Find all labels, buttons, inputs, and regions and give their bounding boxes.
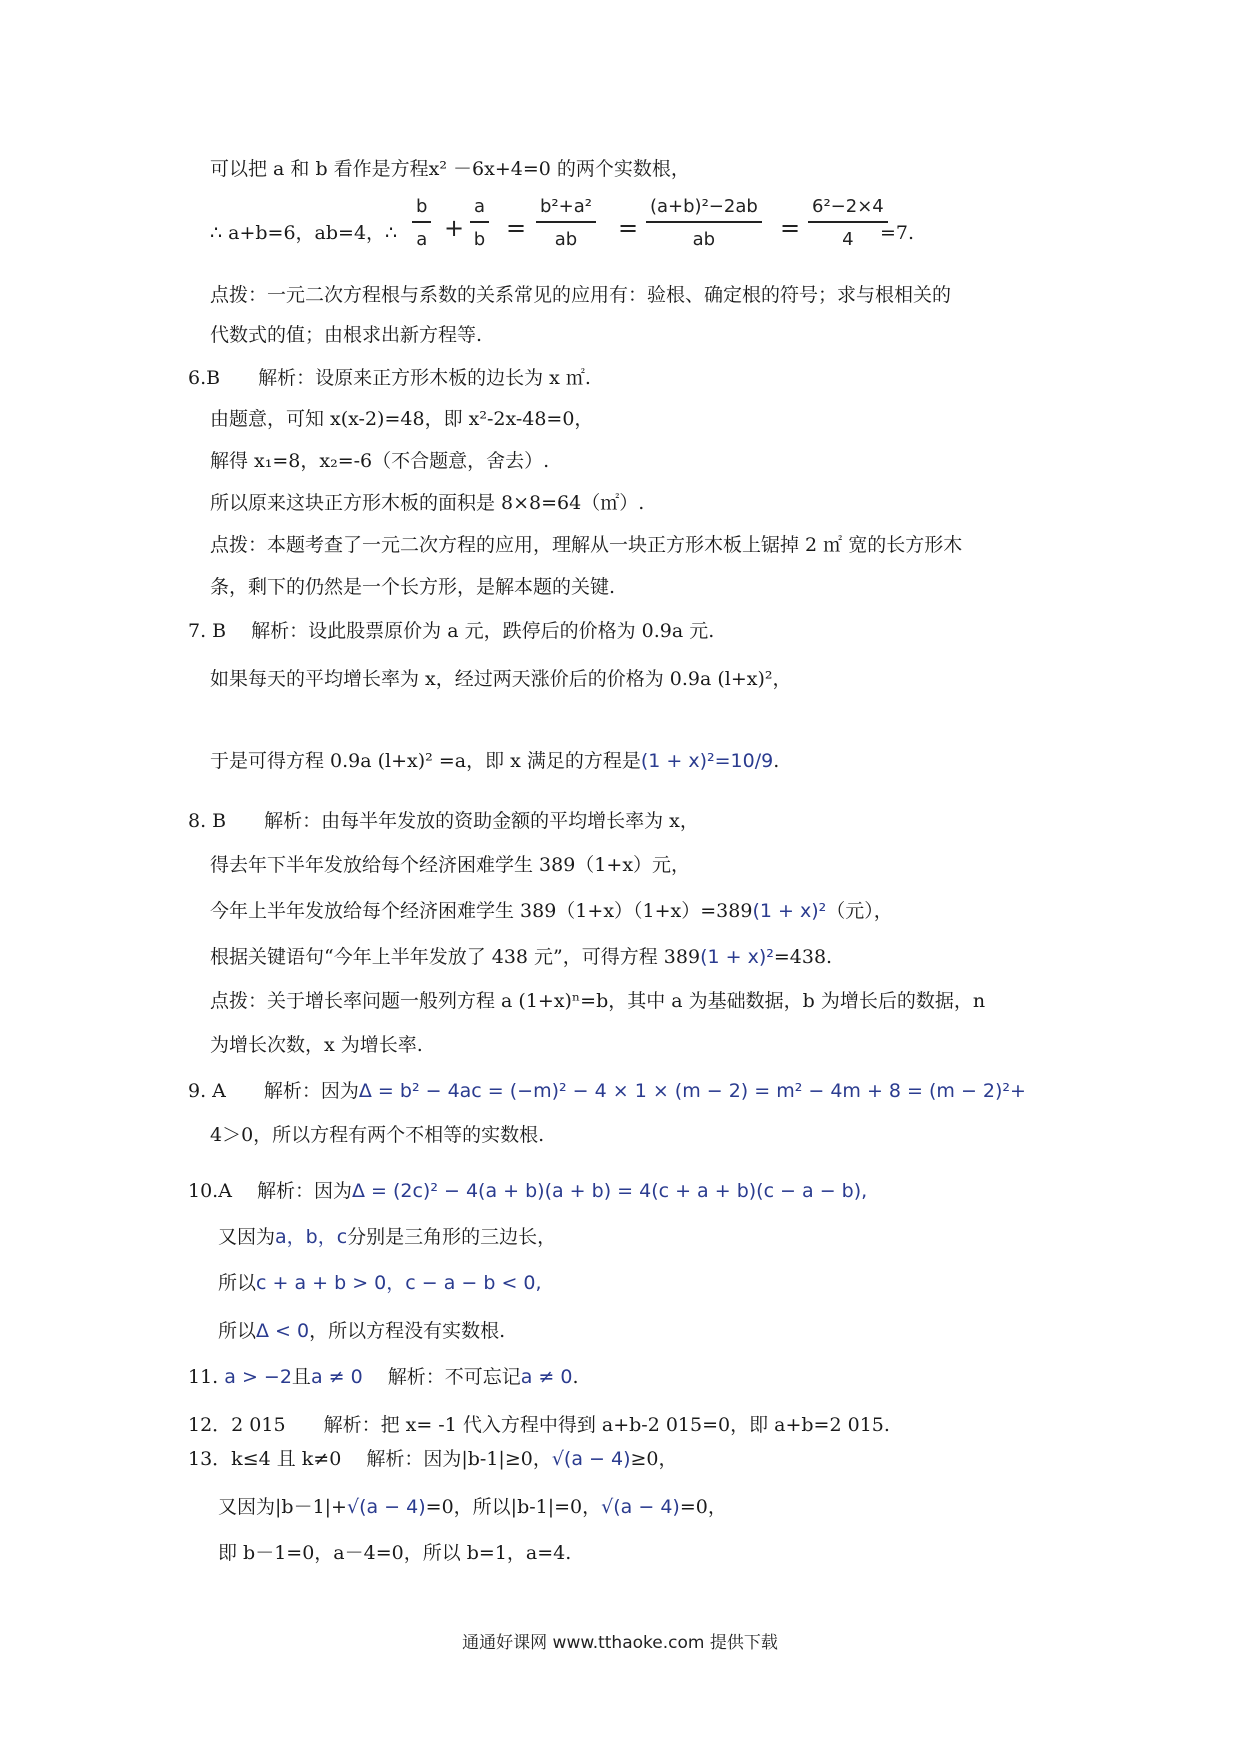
text-line: 为增长次数，x 为增长率. bbox=[210, 1034, 423, 1056]
operator: = bbox=[780, 214, 801, 242]
fraction bbox=[808, 196, 888, 250]
text-segment: 又因为|b－1|+ bbox=[218, 1496, 347, 1518]
text-line: 12．2 015 解析：把 x= -1 代入方程中得到 a+b-2 015=0，即 a+b=2 015. bbox=[188, 1414, 890, 1436]
text-segment: 9. A 解析：因为 bbox=[188, 1080, 359, 1102]
text-segment: =438. bbox=[773, 946, 833, 968]
denominator: a bbox=[416, 229, 428, 250]
numerator: (a+b)²−2ab bbox=[646, 196, 762, 223]
text-segment: 又因为 bbox=[218, 1226, 276, 1248]
text-segment: 13．k≤4 且 k≠0 解析：因为|b-1|≥0， bbox=[188, 1448, 552, 1470]
math-expression: (1 + x)²=10/9 bbox=[640, 750, 774, 772]
numerator: b²+a² bbox=[536, 196, 596, 223]
text-segment: =0，所以|b-1|=0， bbox=[425, 1496, 602, 1518]
math-expression: Δ < 0 bbox=[256, 1320, 310, 1342]
denominator: 4 bbox=[842, 229, 854, 250]
text-segment: 今年上半年发放给每个经济困难学生 389（1+x）（1+x）=389 bbox=[210, 900, 753, 922]
numerator: b bbox=[412, 196, 431, 223]
math-expression: √(a − 4) bbox=[601, 1496, 680, 1518]
text-line: 6.B 解析：设原来正方形木板的边长为 x ㎡. bbox=[188, 367, 591, 389]
text-line: 点拨：一元二次方程根与系数的关系常见的应用有：验根、确定根的符号；求与根相关的 bbox=[210, 284, 952, 306]
text-line: 点拨：关于增长率问题一般列方程 a (1+x)ⁿ=b，其中 a 为基础数据，b 为增长后的数据，n bbox=[210, 990, 986, 1012]
text-line: 由题意，可知 x(x-2)=48，即 x²-2x-48=0， bbox=[210, 408, 594, 430]
fraction bbox=[412, 196, 431, 250]
text-line bbox=[210, 898, 893, 924]
text-segment: ≥0， bbox=[630, 1448, 678, 1470]
text-line: 所以原来这块正方形木板的面积是 8×8=64（㎡）. bbox=[210, 492, 645, 514]
numerator: 6²−2×4 bbox=[808, 196, 888, 223]
text-line: 8. B 解析：由每半年发放的资助金额的平均增长率为 x， bbox=[188, 810, 699, 832]
text-line: 条，剩下的仍然是一个长方形，是解本题的关键. bbox=[210, 576, 616, 598]
denominator: b bbox=[473, 229, 486, 250]
text-line: 得去年下半年发放给每个经济困难学生 389（1+x）元， bbox=[210, 854, 691, 876]
operator: = bbox=[506, 214, 527, 242]
text-line bbox=[210, 944, 832, 970]
math-expression: (1 + x)² bbox=[700, 946, 774, 968]
text-line bbox=[218, 1270, 542, 1296]
text-line: 点拨：本题考查了一元二次方程的应用，理解从一块正方形木板上锯掉 2 ㎡ 宽的长方形木 bbox=[210, 534, 963, 556]
text-line bbox=[188, 1078, 1026, 1104]
text-segment: =0， bbox=[679, 1496, 727, 1518]
fraction bbox=[470, 196, 489, 250]
text-segment: 根据关键语句“今年上半年发放了 438 元”，可得方程 389 bbox=[210, 946, 701, 968]
text-line bbox=[188, 1446, 678, 1472]
text-line bbox=[210, 748, 779, 774]
text-segment: . bbox=[773, 750, 780, 772]
text-segment: ，所以方程没有实数根. bbox=[309, 1320, 506, 1342]
math-expression: a ≠ 0 bbox=[520, 1366, 573, 1388]
text-line bbox=[218, 1494, 727, 1520]
text-segment: 所以 bbox=[218, 1272, 257, 1294]
text-segment: . bbox=[572, 1366, 579, 1388]
text-line: 7. B 解析：设此股票原价为 a 元，跌停后的价格为 0.9a 元. bbox=[188, 620, 715, 642]
math-expression: Δ = (2c)² − 4(a + b)(a + b) = 4(c + a + b)(c − a − b), bbox=[351, 1180, 868, 1202]
math-expression: Δ = b² − 4ac = (−m)² − 4 × 1 × (m − 2) = m² − 4m + 8 = (m − 2)²+ bbox=[358, 1080, 1026, 1102]
numerator: a bbox=[470, 196, 489, 223]
text-line: 4＞0，所以方程有两个不相等的实数根. bbox=[210, 1124, 545, 1146]
text-line: 解得 x₁=8，x₂=-6（不合题意，舍去）. bbox=[210, 450, 550, 472]
denominator: ab bbox=[554, 229, 578, 250]
math-expression: √(a − 4) bbox=[346, 1496, 426, 1518]
text-line: 可以把 a 和 b 看作是方程x² －6x+4=0 的两个实数根， bbox=[210, 158, 690, 180]
text-line bbox=[188, 1364, 579, 1390]
math-expression: (1 + x)² bbox=[752, 900, 827, 922]
text-segment: 所以 bbox=[218, 1320, 257, 1342]
text-segment: 且 bbox=[291, 1366, 311, 1388]
math-expression: a，b，c bbox=[275, 1226, 348, 1248]
text-segment: 分别是三角形的三边长， bbox=[347, 1226, 557, 1248]
math-expression: a ≠ 0 bbox=[310, 1366, 363, 1388]
text-segment: 于是可得方程 0.9a (l+x)² =a，即 x 满足的方程是 bbox=[210, 750, 641, 772]
denominator: ab bbox=[692, 229, 716, 250]
page-footer: 通通好课网 www.tthaoke.com 提供下载 bbox=[462, 1633, 778, 1653]
text-line: 如果每天的平均增长率为 x，经过两天涨价后的价格为 0.9a (l+x)²， bbox=[210, 668, 792, 690]
equation-line bbox=[0, 196, 1240, 276]
text-segment: ∴ a+b=6，ab=4，∴ bbox=[210, 222, 398, 244]
text-segment: 11. bbox=[188, 1366, 219, 1388]
fraction bbox=[536, 196, 596, 250]
fraction bbox=[646, 196, 762, 250]
math-expression: √(a − 4) bbox=[551, 1448, 631, 1470]
math-expression: a > −2 bbox=[224, 1366, 292, 1388]
text-line bbox=[188, 1178, 867, 1204]
operator: = bbox=[618, 214, 639, 242]
text-segment: （元）， bbox=[826, 900, 893, 922]
text-segment: 解析：不可忘记 bbox=[362, 1366, 521, 1388]
text-line: 即 b－1=0，a－4=0，所以 b=1，a=4. bbox=[218, 1542, 572, 1564]
text-line bbox=[218, 1318, 505, 1344]
text-segment: 10.A 解析：因为 bbox=[188, 1180, 352, 1202]
math-expression: c + a + b > 0，c − a − b < 0, bbox=[256, 1272, 542, 1294]
text-line: 代数式的值；由根求出新方程等. bbox=[210, 324, 483, 346]
operator: + bbox=[444, 214, 465, 242]
text-segment: =7. bbox=[880, 222, 915, 244]
text-line bbox=[218, 1224, 556, 1250]
